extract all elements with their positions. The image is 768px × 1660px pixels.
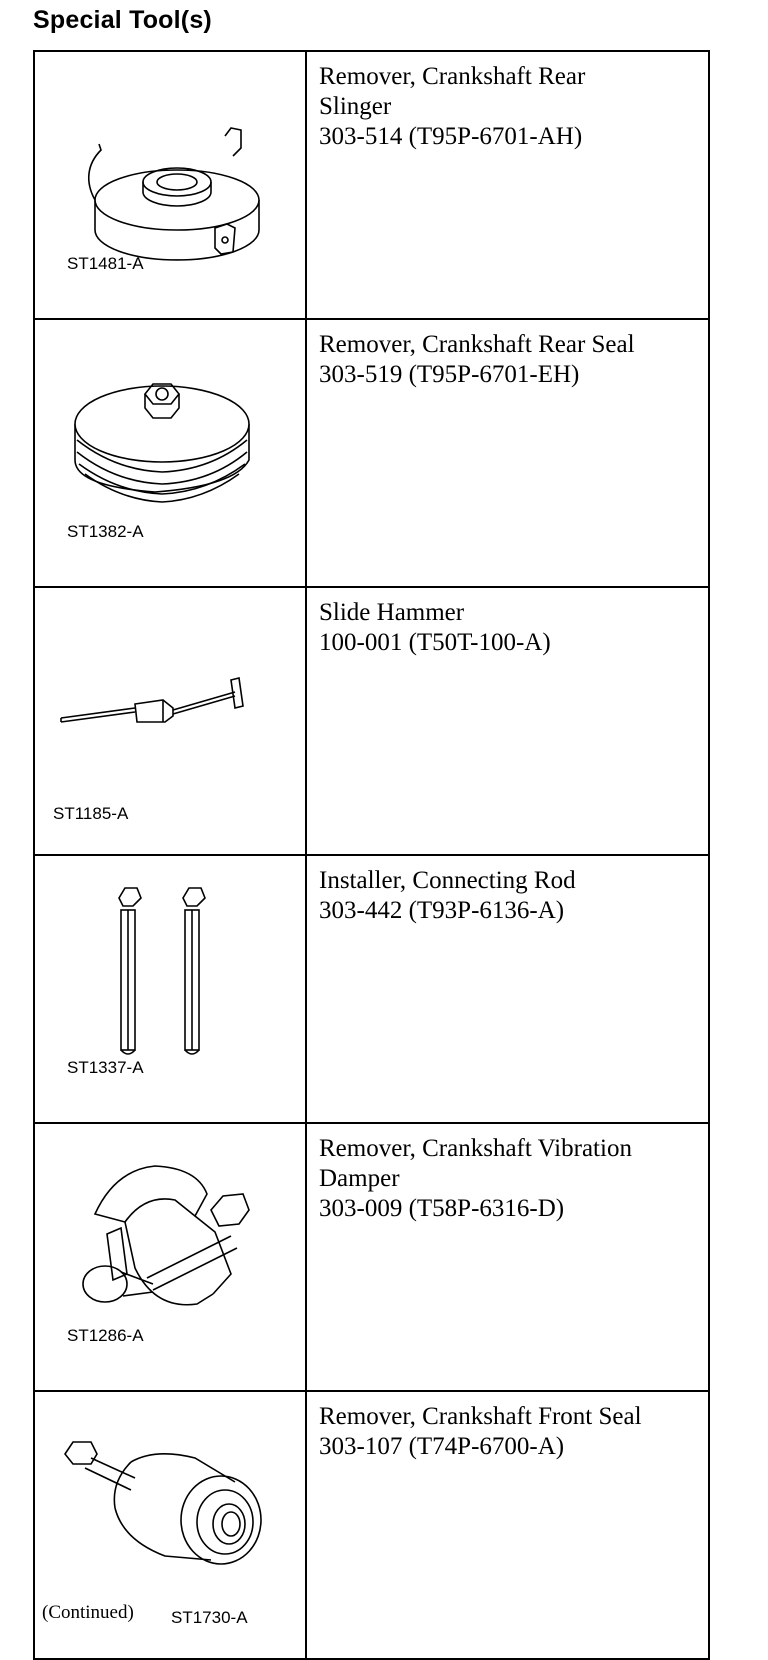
tool-description-cell <box>306 1123 709 1391</box>
table-row <box>34 587 709 855</box>
tool-description-line: Installer, Connecting Rod <box>319 867 576 894</box>
tool-number: 303-009 (T58P-6316-D) <box>319 1195 565 1222</box>
tool-number: 303-519 (T95P-6701-EH) <box>319 361 580 388</box>
tool-number: 303-514 (T95P-6701-AH) <box>319 123 583 150</box>
special-tools-table <box>33 50 710 1660</box>
tool-description-cell <box>306 1391 709 1659</box>
tool-description-cell <box>306 855 709 1123</box>
tool-number: 100-001 (T50T-100-A) <box>319 629 551 656</box>
tool-code: ST1481-A <box>67 254 144 273</box>
tool-image-cell <box>34 587 306 855</box>
tool-image-cell <box>34 319 306 587</box>
tool-description-cell <box>306 51 709 319</box>
tool-description-cell <box>306 319 709 587</box>
tool-description-line: Slinger <box>319 93 392 120</box>
continued-note: (Continued) <box>42 1602 134 1623</box>
tool-description-cell <box>306 587 709 855</box>
section-heading: Special Tool(s) <box>33 6 212 34</box>
tool-description-line: Slide Hammer <box>319 599 465 626</box>
tool-code: ST1185-A <box>53 804 129 823</box>
tool-code: ST1337-A <box>67 1058 144 1077</box>
table-row <box>34 319 709 587</box>
table-row <box>34 855 709 1123</box>
tool-image-cell <box>34 51 306 319</box>
tool-description-line: Damper <box>319 1165 400 1192</box>
table-row <box>34 1391 709 1659</box>
tool-description-line: Remover, Crankshaft Vibration <box>319 1135 632 1162</box>
tool-description-line: Remover, Crankshaft Rear Seal <box>319 331 635 358</box>
tool-description-line: Remover, Crankshaft Front Seal <box>319 1403 642 1430</box>
tool-code: ST1382-A <box>67 522 144 541</box>
table-row <box>34 1123 709 1391</box>
tool-image-cell <box>34 1123 306 1391</box>
tool-code: ST1730-A <box>171 1608 248 1627</box>
tool-code: ST1286-A <box>67 1326 144 1345</box>
table-row <box>34 51 709 319</box>
tool-description-line: Remover, Crankshaft Rear <box>319 63 586 90</box>
tool-number: 303-442 (T93P-6136-A) <box>319 897 565 924</box>
tool-number: 303-107 (T74P-6700-A) <box>319 1433 565 1460</box>
tool-image-cell <box>34 855 306 1123</box>
